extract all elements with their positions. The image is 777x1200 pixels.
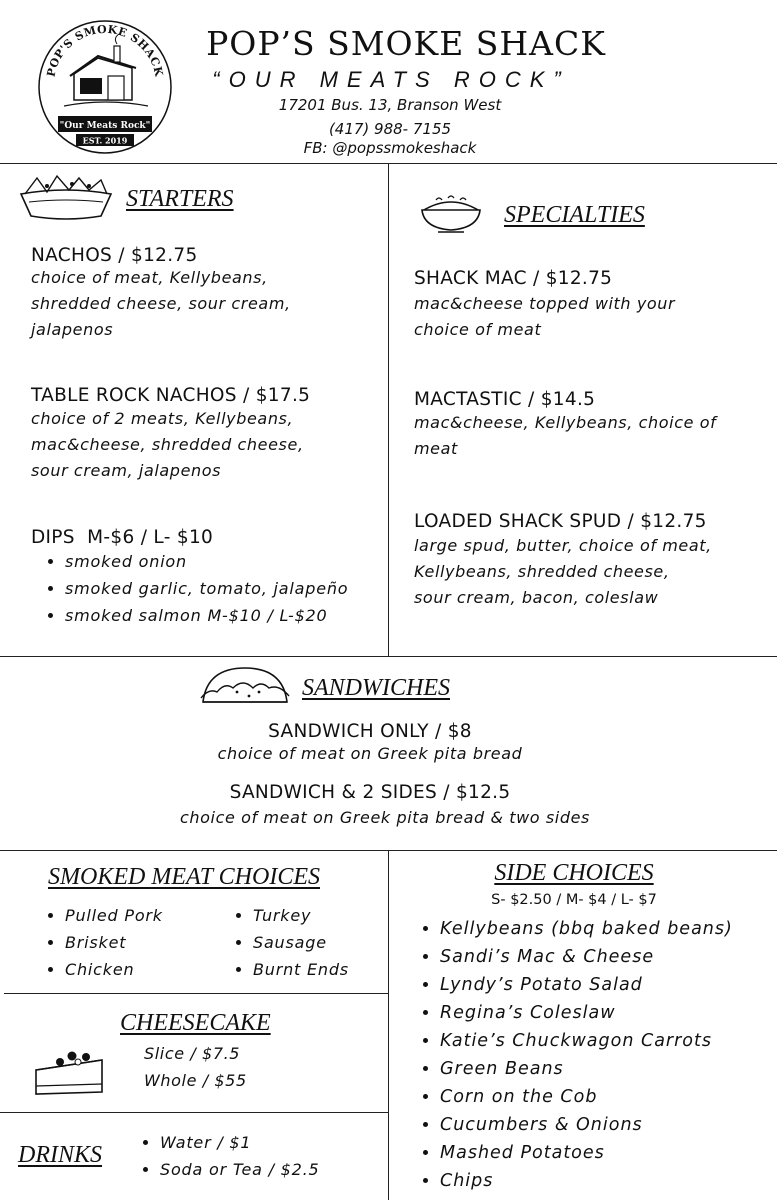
logo-banner-text: "Our Meats Rock" (59, 121, 151, 131)
list-item: • Sausage (253, 929, 413, 956)
menu-item-desc: sour cream, bacon, coleslaw (414, 588, 659, 607)
logo (36, 18, 174, 156)
section-heading-meat-choices: SMOKED MEAT CHOICES (48, 864, 320, 890)
address: 17201 Bus. 13, Branson West (278, 96, 502, 114)
drinks-list (126, 1129, 410, 1183)
menu-item-dips: DIPS M-$6 / L- $10 (31, 527, 214, 548)
menu-item-desc: meat (414, 439, 458, 458)
cheesecake-slice-price: Slice / $7.5 (144, 1044, 241, 1063)
logo-arc-text: POP'S SMOKE SHACK (44, 22, 166, 78)
meat-choices-col2 (219, 902, 413, 983)
nachos-icon (17, 172, 115, 222)
list-item: • Green Beans (440, 1055, 777, 1083)
cheesecake-whole-price: Whole / $55 (144, 1071, 247, 1090)
list-item: • Kellybeans (bbq baked beans) (440, 915, 777, 943)
list-item: • Cucumbers & Onions (440, 1111, 777, 1139)
list-item: • Brisket (65, 929, 245, 956)
meat-choices-col1 (31, 902, 245, 983)
bowl-icon (418, 186, 484, 236)
list-item: • smoked garlic, tomato, jalapeño (65, 575, 405, 602)
menu-item-desc: choice of meat on Greek pita bread (217, 744, 523, 763)
side-prices: S- $2.50 / M- $4 / L- $7 (491, 892, 657, 908)
list-item: • Chips (440, 1167, 777, 1195)
list-item: • Soda or Tea / $2.5 (160, 1156, 410, 1183)
menu-item-desc: mac&cheese, Kellybeans, choice of (414, 413, 717, 432)
phone: (417) 988- 7155 (328, 120, 452, 138)
section-heading-side-choices: SIDE CHOICES (494, 860, 654, 886)
list-item: • Water / $1 (160, 1129, 410, 1156)
menu-item-desc: sour cream, jalapenos (31, 461, 222, 480)
menu-item-desc: mac&cheese topped with your (414, 294, 676, 313)
list-item: • smoked onion (65, 548, 405, 575)
cheesecake-icon (32, 1046, 108, 1100)
section-heading-drinks: DRINKS (18, 1142, 102, 1168)
menu-item-mactastic: MACTASTIC / $14.5 (414, 389, 596, 410)
list-item: • smoked salmon M-$10 / L-$20 (65, 602, 405, 629)
menu-item-table-rock-nachos: TABLE ROCK NACHOS / $17.5 (31, 385, 311, 406)
section-heading-starters: STARTERS (126, 186, 234, 212)
menu-item-sandwich-only: SANDWICH ONLY / $8 (268, 721, 472, 742)
list-item: • Turkey (253, 902, 413, 929)
menu-item-desc: large spud, butter, choice of meat, (414, 536, 712, 555)
facebook-handle: FB: @popssmokeshack (303, 139, 477, 157)
list-item: • Mashed Potatoes (440, 1139, 777, 1167)
menu-item-shack-mac: SHACK MAC / $12.75 (414, 268, 613, 289)
menu-item-desc: mac&cheese, shredded cheese, (31, 435, 304, 454)
menu-item-nachos: NACHOS / $12.75 (31, 245, 198, 266)
logo-est-text: EST. 2019 (82, 135, 128, 146)
section-heading-cheesecake: CHEESECAKE (120, 1010, 271, 1036)
list-item: • Burnt Ends (253, 956, 413, 983)
section-heading-specialties: SPECIALTIES (504, 202, 645, 228)
list-item: • Corn on the Cob (440, 1083, 777, 1111)
menu-item-desc: shredded cheese, sour cream, (31, 294, 291, 313)
menu-item-desc: choice of meat on Greek pita bread & two sides (180, 808, 590, 827)
divider (0, 656, 777, 657)
taco-icon (197, 662, 293, 712)
list-item: • Regina’s Coleslaw (440, 999, 777, 1027)
divider (0, 1112, 388, 1113)
tagline: “OUR MEATS ROCK” (212, 67, 570, 92)
menu-item-desc: choice of meat, Kellybeans, (31, 268, 268, 287)
menu-item-sandwich-two-sides: SANDWICH & 2 SIDES / $12.5 (229, 782, 511, 803)
divider (4, 993, 388, 994)
menu-item-desc: choice of 2 meats, Kellybeans, (31, 409, 294, 428)
dips-list (31, 548, 405, 629)
list-item: • Lyndy’s Potato Salad (440, 971, 777, 999)
section-heading-sandwiches: SANDWICHES (302, 675, 450, 701)
menu-item-loaded-shack-spud: LOADED SHACK SPUD / $12.75 (414, 511, 707, 532)
divider (388, 163, 389, 656)
menu-item-desc: choice of meat (414, 320, 542, 339)
page-title: POP’S SMOKE SHACK (206, 24, 606, 63)
menu-item-desc: jalapenos (31, 320, 114, 339)
list-item: • Chicken (65, 956, 245, 983)
list-item: • Katie’s Chuckwagon Carrots (440, 1027, 777, 1055)
menu-item-desc: Kellybeans, shredded cheese, (414, 562, 670, 581)
list-item: • Pulled Pork (65, 902, 245, 929)
list-item: • Sandi’s Mac & Cheese (440, 943, 777, 971)
side-choices-list (406, 915, 777, 1195)
